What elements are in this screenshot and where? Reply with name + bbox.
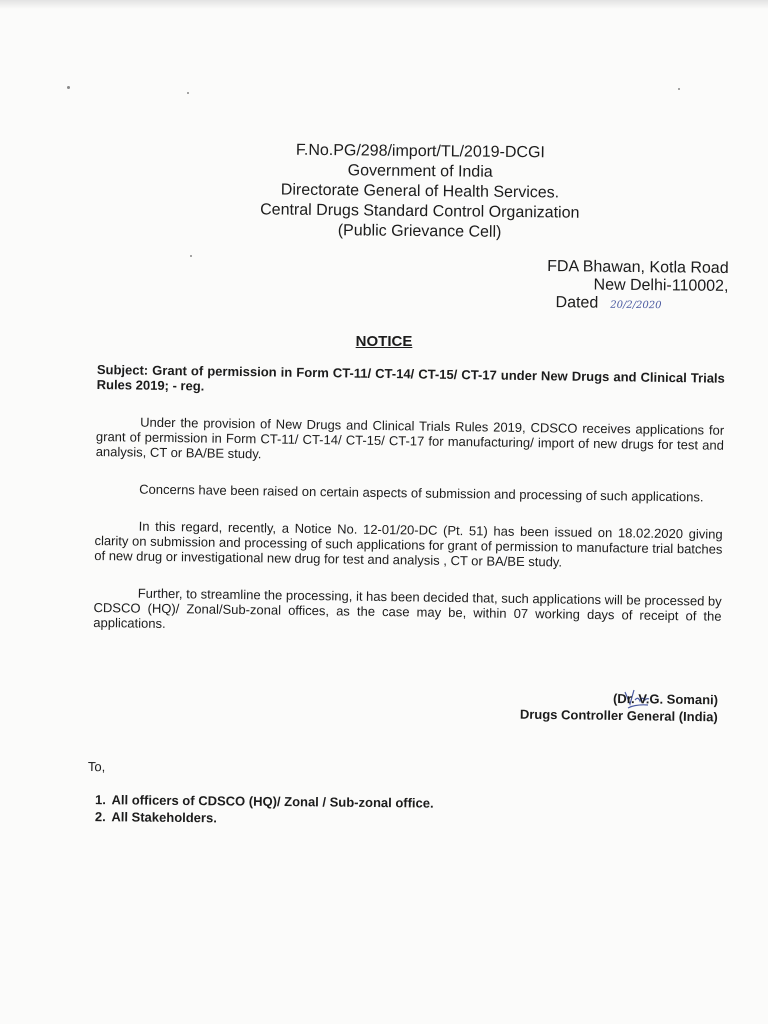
signature-block (520, 689, 718, 726)
signatory-name: (Dr. V.G. Somani) (613, 690, 719, 708)
scan-edge (0, 0, 768, 9)
dated-label: Dated (555, 294, 598, 312)
address-line-1: FDA Bhawan, Kotla Road (546, 258, 729, 277)
paragraph-2: Concerns have been raised on certain aspects of submission and processing of such applications. (139, 481, 704, 505)
government-line: Government of India (347, 162, 493, 181)
to-label: To, (87, 758, 106, 775)
recipients-list (87, 791, 433, 829)
cell-line: (Public Grievance Cell) (337, 222, 502, 241)
recipient-item: 2. All Stakeholders. (109, 808, 433, 828)
paragraph-4: Further, to streamline the processing, it has been decided that, such applications will be processed by CDSCO (HQ)/ Zonal/Sub-zonal offices, as the case may be, within 07 working days of receipt of the applications. (93, 585, 722, 631)
subject-line: Subject: Grant of permission in Form CT-11/ CT-14/ CT-15/ CT-17 under New Drugs and Clinical Trials Rules 2019; - reg. (96, 362, 725, 394)
file-number: F.No.PG/298/import/TL/2019-DCGI (295, 141, 545, 162)
address-line-2: New Delhi-110002, (593, 276, 729, 295)
recipients-block (87, 758, 434, 829)
letterhead (119, 139, 720, 245)
notice-body (93, 362, 725, 661)
recipient-item: 1. All officers of CDSCO (HQ)/ Zonal / Sub-zonal office. (109, 791, 433, 811)
scan-speck (190, 255, 192, 257)
paragraph-1: Under the provision of New Drugs and Clinical Trials Rules 2019, CDSCO receives applications for grant of permission in Form CT-11/ CT-14/ CT-15/ CT-17 for manufacturing/ import of new drugs for test and analysis, CT or BA/BE study. (95, 414, 725, 462)
address-block (546, 258, 728, 316)
organization-line: Central Drugs Standard Control Organization (260, 201, 580, 222)
signatory-designation: Drugs Controller General (India) (519, 706, 718, 725)
notice-title: NOTICE (355, 333, 413, 350)
scan-speck (678, 88, 680, 90)
directorate-line: Directorate General of Health Services. (280, 181, 560, 202)
scan-speck (67, 86, 70, 89)
dated-handwritten-value: 20/2/2020 (609, 299, 662, 312)
scan-speck (187, 92, 189, 94)
dated-row (546, 294, 728, 316)
paragraph-3: In this regard, recently, a Notice No. 12-01/20-DC (Pt. 51) has been issued on 18.02.2020 giving clarity on submission and processing of such applications for grant of permission to manufacture trial batches of new drug or investigational new drug for test and analysis , CT or BA/BE study. (94, 518, 723, 570)
